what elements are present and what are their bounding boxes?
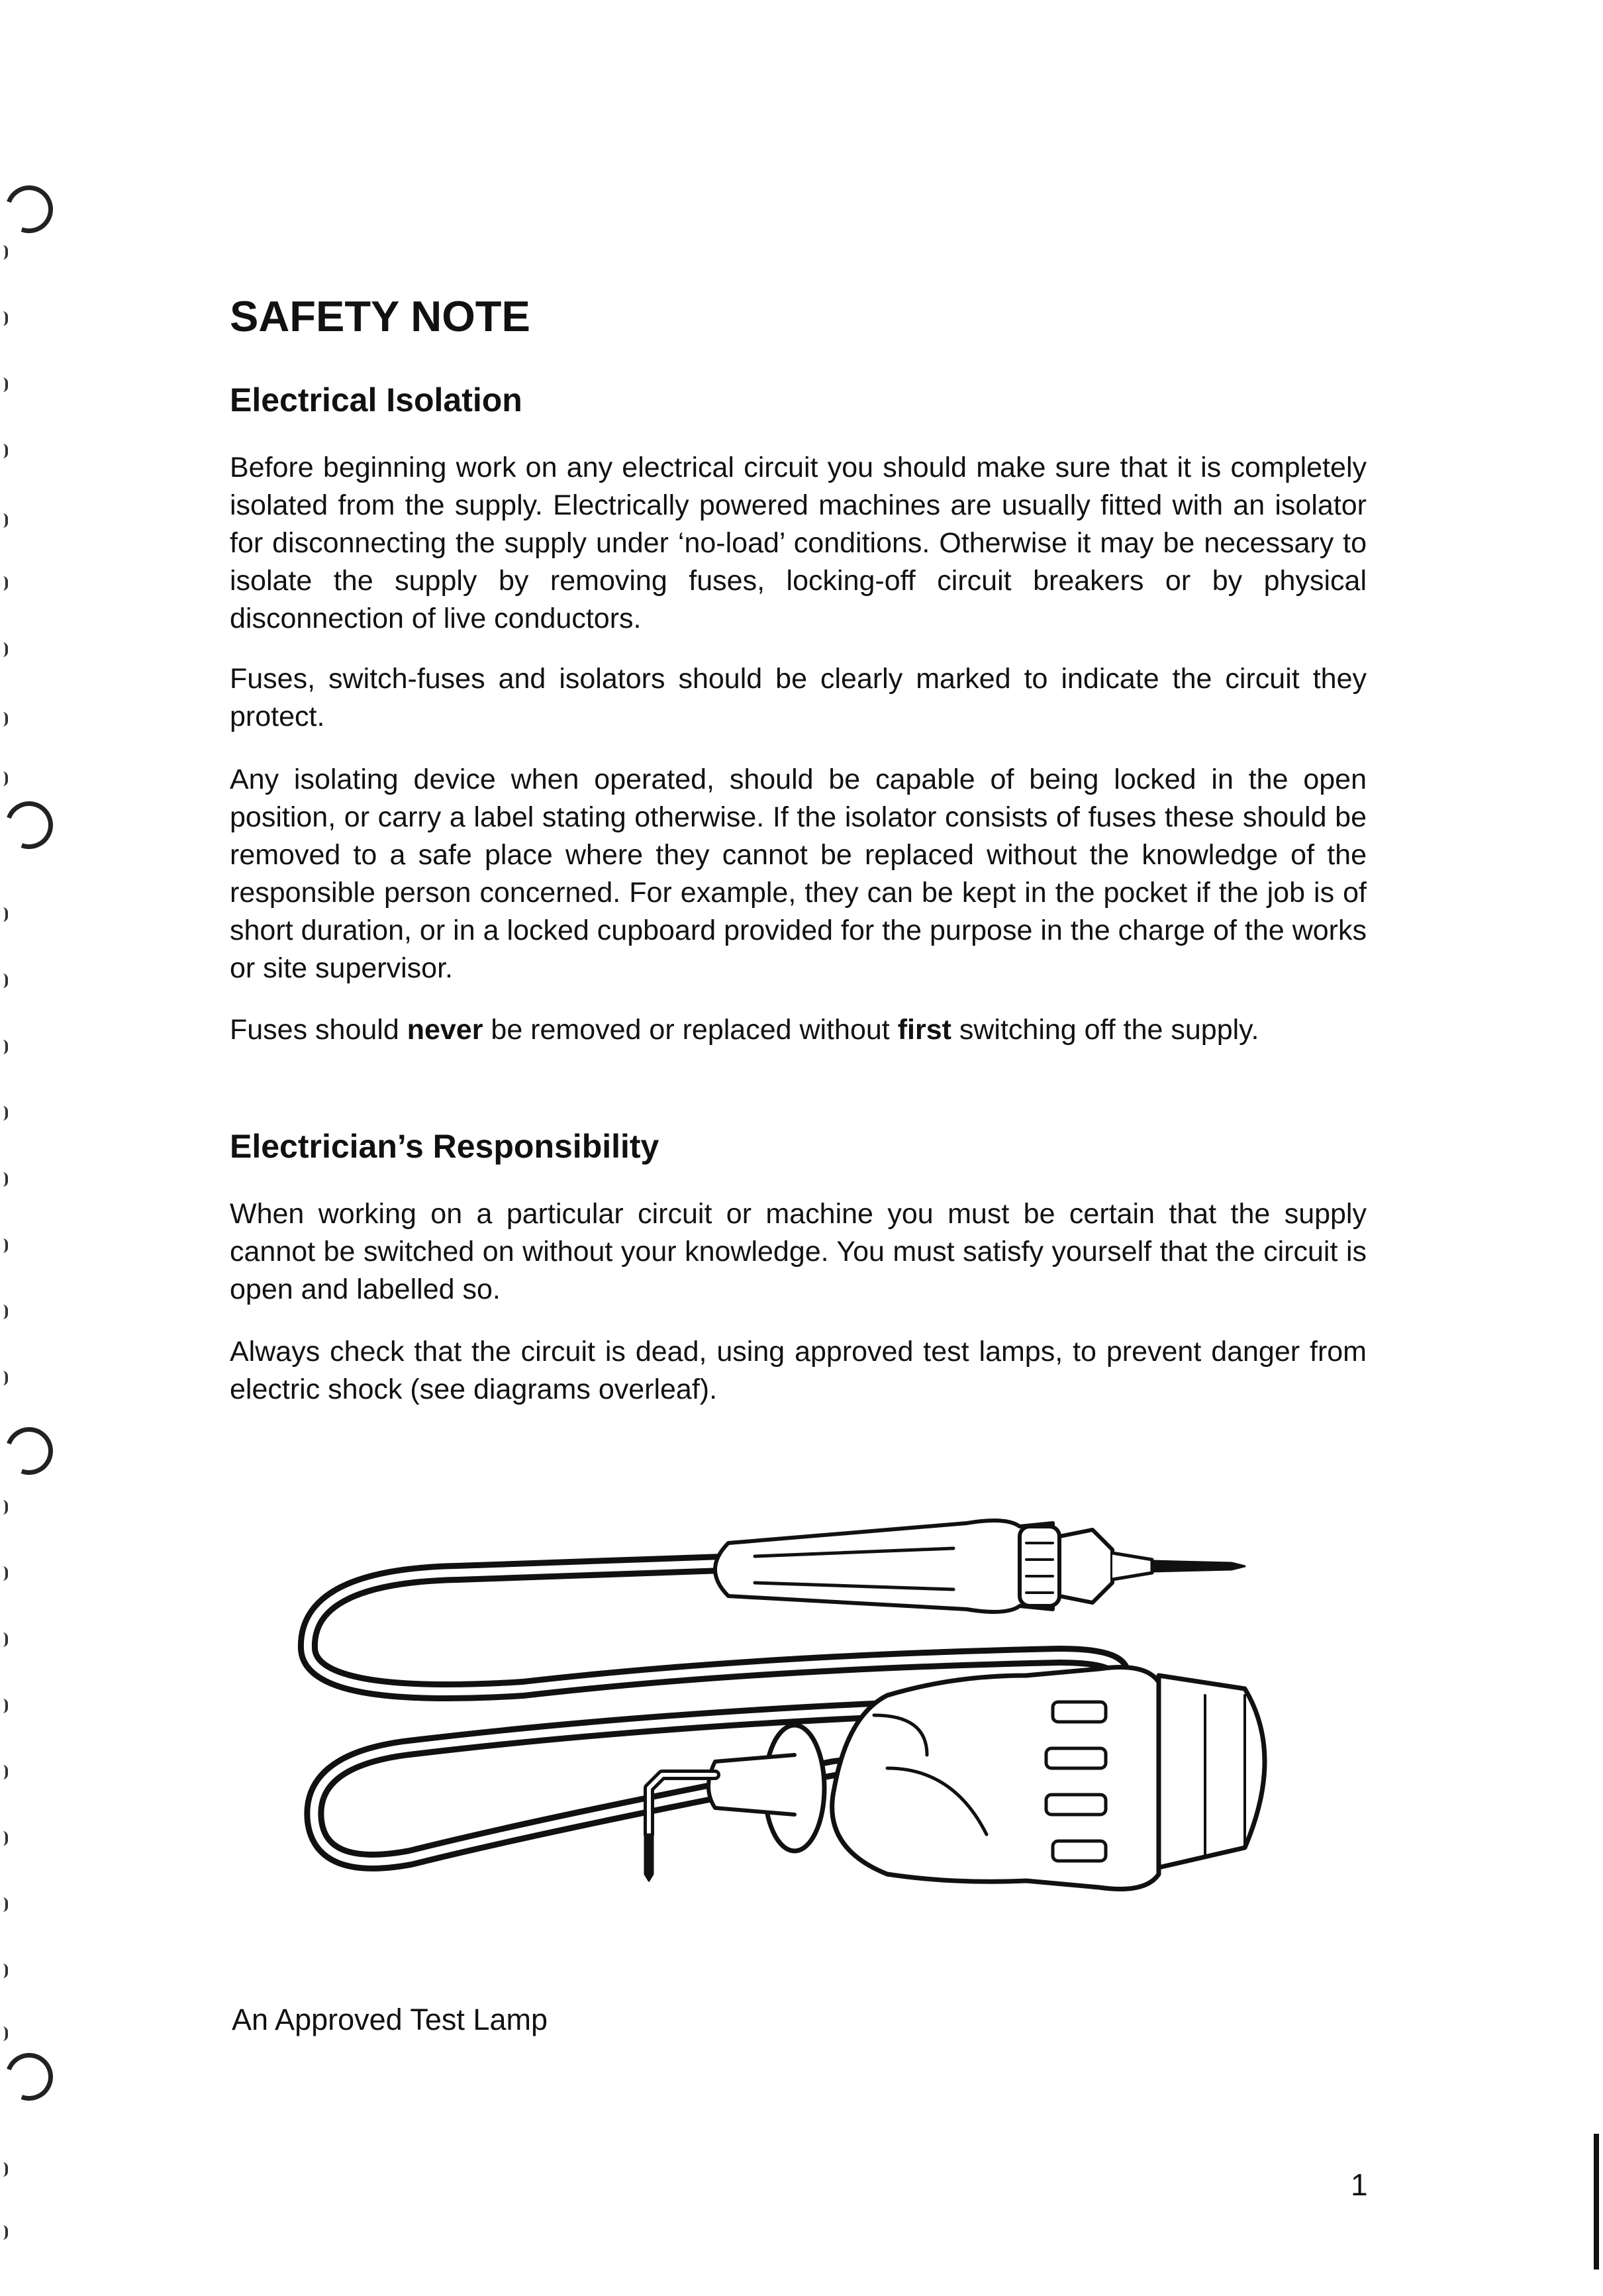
section-title-isolation: Electrical Isolation — [230, 381, 522, 419]
binder-hole-1 — [0, 177, 61, 241]
emphasis-never: never — [407, 1014, 483, 1046]
responsibility-paragraph-2: Always check that the circuit is dead, using approved test lamps, to prevent danger from electric shock (see diagrams overleaf). — [230, 1336, 1367, 1405]
test-lamp-illustration — [291, 1477, 1271, 1901]
page-title: SAFETY NOTE — [230, 292, 530, 340]
figure-caption: An Approved Test Lamp — [232, 2003, 548, 2036]
binder-hole-2 — [0, 793, 61, 857]
section-title-responsibility: Electrician’s Responsibility — [230, 1128, 659, 1165]
page-edge-bar — [1594, 2134, 1599, 2270]
page-number: 1 — [1351, 2168, 1368, 2202]
binder-hole-4 — [0, 2045, 61, 2109]
isolation-paragraph-3: Any isolating device when operated, should be capable of being locked in the open position, or carry a label stating otherwise. If the isolator consists of fuses these should be removed to a safe place where they cannot be replaced without the knowledge of the responsible person concerned. For example, they can be kept in the pocket if the job is of short duration, or in a locked cupboard provided for the purpose in the charge of the works or site supervisor. — [230, 764, 1367, 984]
isolation-paragraph-1: Before beginning work on any electrical circuit you should make sure that it is completely isolated from the supply. Electrically powered machines are usually fitted with an isolator for disconnecting the supply under ‘no-load’ conditions. Otherwise it may be necessary to isolate the supply by removing fuses, locking-off circuit breakers or by physical disconnection of live conductors. — [230, 452, 1367, 634]
isolation-paragraph-2: Fuses, switch-fuses and isolators should be clearly marked to indicate the circuit they protect. — [230, 663, 1367, 732]
binder-hole-3 — [0, 1419, 61, 1483]
fuse-warning-paragraph: Fuses should never be removed or replaced without first switching off the supply. — [230, 1014, 1259, 1046]
responsibility-paragraph-1: When working on a particular circuit or machine you must be certain that the supply cannot be switched on without your knowledge. You must satisfy yourself that the circuit is open and labelled so. — [230, 1198, 1367, 1305]
emphasis-first: first — [897, 1014, 951, 1046]
